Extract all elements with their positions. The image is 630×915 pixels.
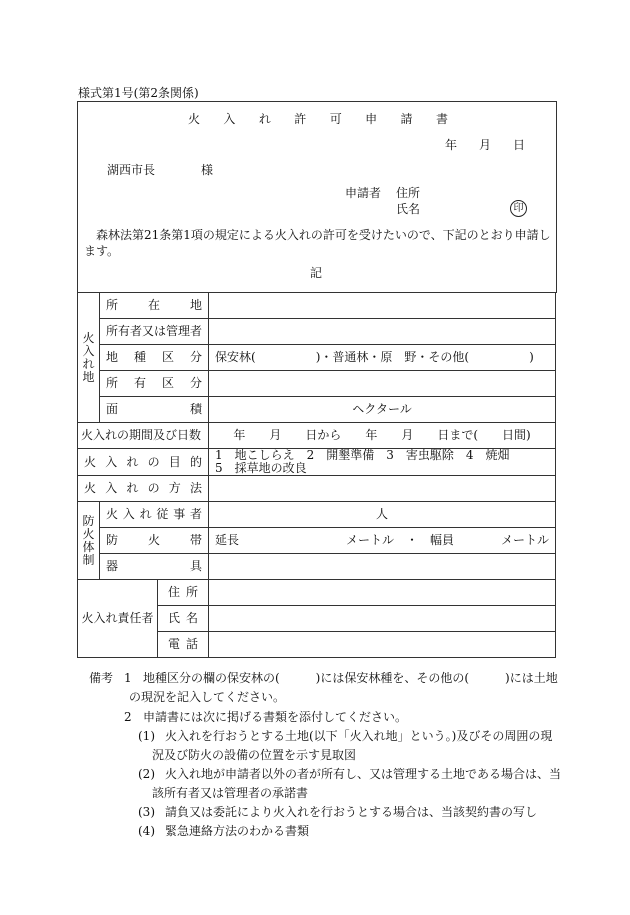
label-char: の [147,481,160,495]
subitem-2-line-2: 該所有者又は管理者の承諾書 [152,786,309,800]
period-value[interactable]: 年 月 日から 年 月 日まで( 日間) [209,423,556,449]
fp-row-equipment [100,554,209,580]
subitem-1-num: (1) [138,729,155,743]
label-char: 入 [122,507,135,521]
label-char: 在 [148,298,161,312]
addressee-honorific: 様 [201,163,214,177]
subitem-2-line-1: 火入れ地が申請者以外の者が所有し、又は管理する土地である場合は、当 [165,767,562,781]
label-char: 具 [190,559,203,573]
addressee: 湖西市長 [107,163,156,177]
fp-row-firebreak [100,528,209,554]
label-char: 書 [435,112,448,126]
fire-prevention-group-label: 防 火 体 制 [78,502,100,580]
subitem-1-line-2: 況及び防火の設備の位置を示す見取図 [152,748,357,762]
label-char: 有 [134,376,147,390]
site-area-value[interactable]: ヘクタール [209,397,556,423]
fp-equipment-value[interactable] [209,554,556,580]
form-title [188,112,448,126]
label-char: 名 [186,611,199,625]
label-char: 区 [162,376,175,390]
method-label [78,476,209,502]
label-char: 帯 [190,533,203,547]
label-char: 可 [329,112,342,126]
label-char: 器 [106,559,119,573]
date-year: 年 [445,138,458,152]
responsible-row-phone [158,632,209,658]
firebreak-length-label: 延長 [215,533,240,547]
label-char: 火 [188,112,201,126]
date-day: 日 [512,138,525,152]
firebreak-width-unit: メートル [500,533,549,547]
label-char: 申 [365,112,378,126]
notes-header: 備考 [89,671,114,685]
site-row-area [100,397,209,423]
seal-mark-text: 印 [513,203,524,214]
note-2-num: 2 [124,710,132,724]
applicant-label: 申請者 [345,186,382,200]
label-char: 目 [168,454,181,469]
fp-workers-value[interactable]: 人 [209,502,556,528]
label-char: 積 [190,402,203,416]
form-number: 様式第1号(第2条関係) [78,86,199,100]
label-char: 防 [106,533,119,547]
applicant-address-label: 住所 [396,186,421,200]
label-char: 者 [189,507,202,521]
label-char: 的 [189,454,202,469]
responsible-row-name [158,606,209,632]
label-char: 所 [186,585,199,599]
label-char: 許 [294,112,307,126]
method-value[interactable] [209,476,556,502]
subitem-2-num: (2) [138,767,155,781]
label-char: 法 [189,481,202,495]
site-land-category-value[interactable]: 保安林( )・普通林・原 野・その他( ) [209,345,556,371]
date-fields [445,138,525,152]
ki-mark: 記 [310,266,323,280]
label-char: 電 [168,637,181,651]
period-label: 火入れの期間及び日数 [78,423,209,449]
label-char: 話 [186,637,199,651]
statement: 森林法第21条第1項の規定による火入れの許可を受けたいので、下記のとおり申請します。 [84,228,551,258]
label-char: れ [126,454,139,469]
label-char: 火 [106,507,119,521]
label-char: 火 [84,481,97,495]
label-char: 住 [168,585,181,599]
purpose-value[interactable] [209,449,556,476]
responsible-group-label: 火入れ責任者 [78,580,158,658]
purpose-line-1: 1 地こしらえ 2 開墾準備 3 害虫駆除 4 焼畑 [215,448,510,462]
responsible-phone-value[interactable] [209,632,556,658]
responsible-row-address [158,580,209,606]
site-location-value[interactable] [209,293,556,319]
subitem-3-num: (3) [138,805,155,819]
fp-row-workers [100,502,209,528]
label-char: れ [126,481,139,495]
site-ownership-value[interactable] [209,371,556,397]
purpose-line-2: 5 採草地の改良 [215,461,307,475]
fp-firebreak-value[interactable] [209,528,556,554]
note-1-num: 1 [124,671,132,685]
label-char: 分 [190,350,203,364]
site-row-owner: 所有者又は管理者 [100,319,209,345]
responsible-name-value[interactable] [209,606,556,632]
label-char: 方 [168,481,181,495]
label-char: れ [258,112,271,126]
label-char: 入 [105,454,118,469]
seal-mark [510,200,527,217]
note-1-line-1: 地種区分の欄の保安林の( )には保安林種を、その他の( )には土地 [143,671,558,685]
header-frame [77,101,557,293]
label-char: 地 [190,298,203,312]
label-char: 火 [148,533,161,547]
responsible-address-value[interactable] [209,580,556,606]
label-char: の [147,454,160,469]
subitem-3-line-1: 請負又は委託により火入れを行おうとする場合は、当該契約書の写し [165,805,538,819]
note-1-line-2: の現況を記入してください。 [129,690,286,704]
label-char: 入 [105,481,118,495]
firebreak-width-label: メートル ・ 幅員 [346,533,455,547]
label-char: 種 [134,350,147,364]
label-char: 氏 [168,611,181,625]
label-char: 分 [190,376,203,390]
purpose-label [78,449,209,476]
site-row-land-category [100,345,209,371]
label-char: れ [139,507,152,521]
applicant-name-label: 氏名 [396,202,421,216]
site-group-label: 火 入 れ 地 [78,293,100,423]
label-char: 事 [173,507,186,521]
label-char: 地 [106,350,119,364]
site-owner-value[interactable] [209,319,556,345]
application-table [77,292,556,658]
label-char: 区 [162,350,175,364]
note-2-line-1: 申請書には次に掲げる書類を添付してください。 [143,710,408,724]
site-row-ownership [100,371,209,397]
subitem-1-line-1: 火入れを行おうとする土地(以下「火入れ地」という。)及びその周囲の現 [165,729,553,743]
subitem-4-num: (4) [138,824,155,838]
site-row-location [100,293,209,319]
label-char: 所 [106,376,119,390]
label-char: 面 [106,402,119,416]
label-char: 入 [223,112,236,126]
date-month: 月 [478,138,491,152]
subitem-4-line-1: 緊急連絡方法のわかる書類 [165,824,310,838]
label-char: 請 [400,112,413,126]
label-char: 所 [106,298,119,312]
label-char: 従 [156,507,169,521]
label-char: 火 [84,454,97,469]
